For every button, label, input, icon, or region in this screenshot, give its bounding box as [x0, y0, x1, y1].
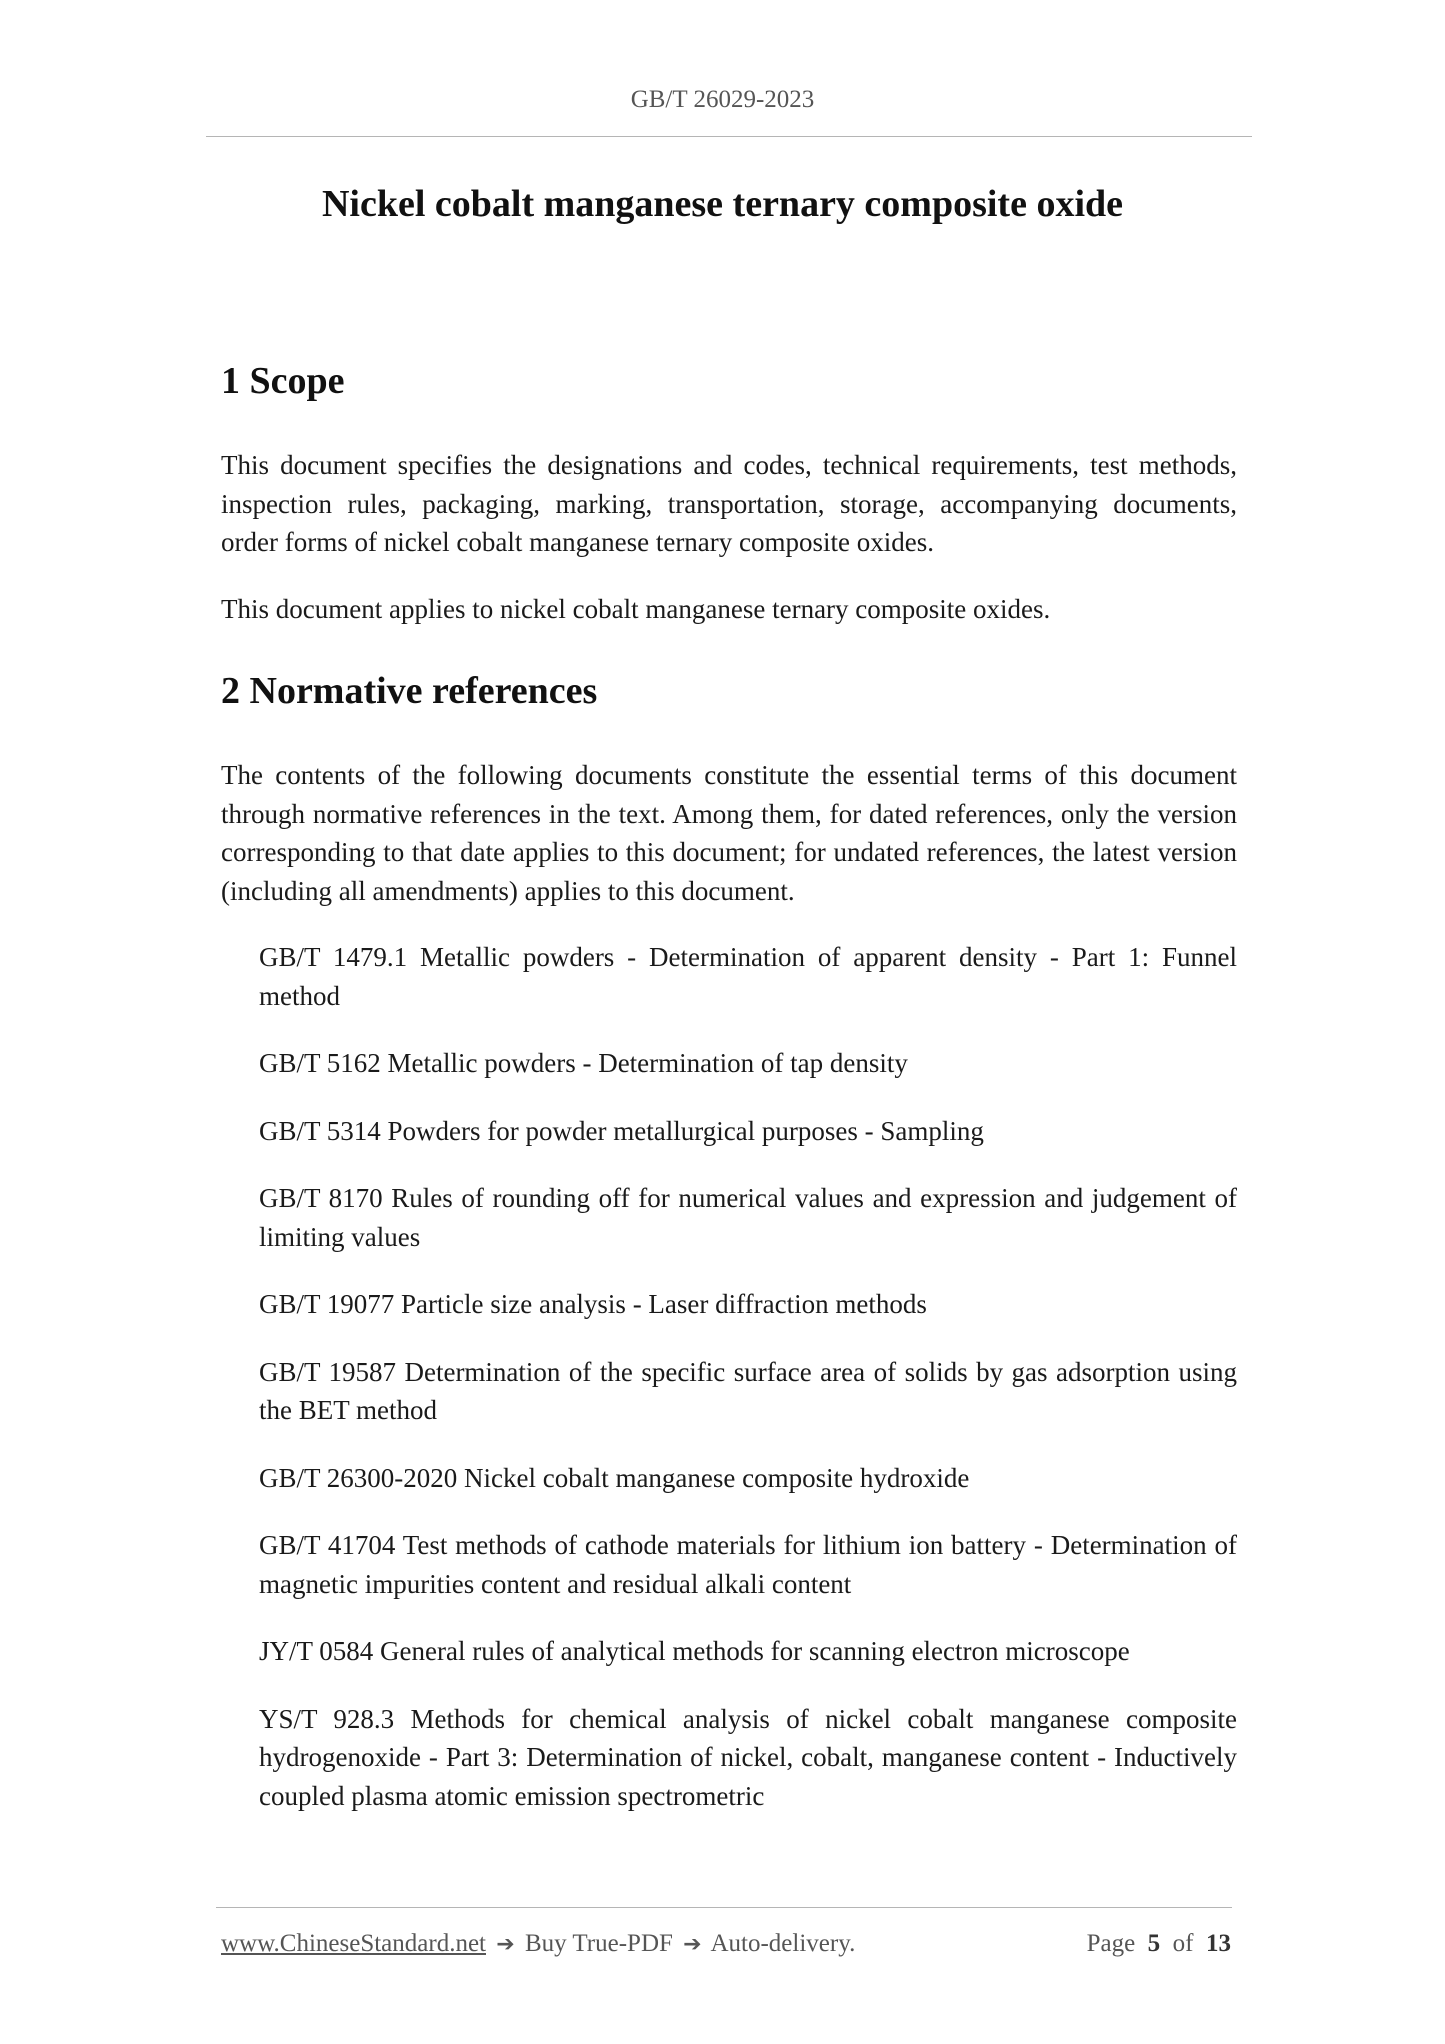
- site-link[interactable]: www.ChineseStandard.net: [221, 1930, 486, 1957]
- scope-paragraph: This document applies to nickel cobalt manganese ternary composite oxides.: [221, 593, 1051, 624]
- footer-promo: [221, 1930, 855, 1958]
- reference-item: GB/T 41704 Test methods of cathode materials for lithium ion battery - Determination of magnetic impurities content and residual alkali content: [259, 1530, 1237, 1599]
- right-arrow-icon: ➔: [496, 1932, 515, 1957]
- document-body: [221, 352, 1237, 1844]
- reference-item: GB/T 19587 Determination of the specific surface area of solids by gas adsorption using the BET method: [259, 1356, 1237, 1425]
- footer-divider: [216, 1907, 1232, 1908]
- auto-delivery-text: Auto-delivery.: [710, 1930, 856, 1957]
- reference-item: GB/T 26300-2020 Nickel cobalt manganese composite hydroxide: [259, 1462, 970, 1493]
- reference-item: JY/T 0584 General rules of analytical methods for scanning electron microscope: [259, 1636, 1130, 1666]
- page-indicator: [1087, 1930, 1231, 1958]
- reference-item: GB/T 19077 Particle size analysis - Laser diffraction methods: [259, 1289, 927, 1319]
- total-page-number: 13: [1206, 1930, 1231, 1957]
- header-divider: [206, 136, 1252, 137]
- header-standard-code: GB/T 26029-2023: [630, 86, 815, 113]
- reference-item: GB/T 8170 Rules of rounding off for numerical values and expression and judgement of limiting values: [259, 1183, 1237, 1252]
- document-title: Nickel cobalt manganese ternary composite oxide: [321, 183, 1124, 225]
- reference-item: GB/T 1479.1 Metallic powders - Determination of apparent density - Part 1: Funnel method: [259, 942, 1237, 1011]
- reference-item: GB/T 5314 Powders for powder metallurgical purposes - Sampling: [259, 1115, 984, 1146]
- page-label: Page: [1086, 1930, 1136, 1957]
- right-arrow-icon: ➔: [683, 1932, 702, 1957]
- buy-pdf-text: Buy True-PDF: [524, 1930, 673, 1957]
- current-page-number: 5: [1147, 1930, 1161, 1957]
- normative-reference-list: [221, 938, 1237, 1815]
- scope-paragraph: This document specifies the designations and codes, technical requirements, test methods, inspection rules, packaging, marking, transportation, storage, accompanying documents, order forms of nickel cobalt manganese ternary composite oxides.: [221, 450, 1237, 557]
- section-heading-normative-references: 2 Normative references: [221, 670, 598, 712]
- section-heading-scope: 1 Scope: [221, 360, 345, 402]
- normative-intro-paragraph: The contents of the following documents constitute the essential terms of this document through normative references in the text. Among them, for dated references, only the version corresponding to that date applies to this document; for undated references, the latest version (including all amendments) applies to this document.: [221, 760, 1237, 906]
- reference-item: YS/T 928.3 Methods for chemical analysis of nickel cobalt manganese composite hydrogenoxide - Part 3: Determination of nickel, cobalt, manganese content - Inductively coupled plasma atomic emission spectrometric: [259, 1703, 1237, 1811]
- page-of-label: of: [1172, 1930, 1194, 1957]
- reference-item: GB/T 5162 Metallic powders - Determination of tap density: [259, 1048, 908, 1078]
